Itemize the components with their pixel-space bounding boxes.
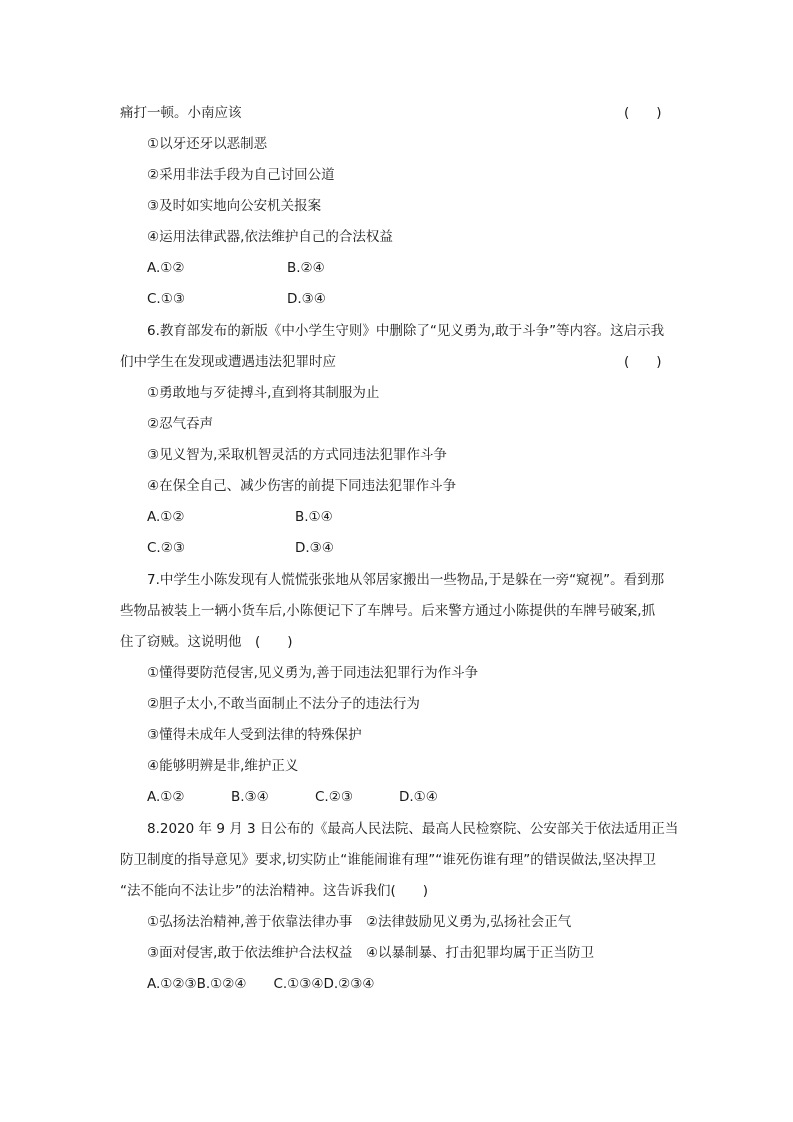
q8-options-row: A.①②③B.①②④ C.①③④D.②③④	[147, 976, 375, 992]
q7-stem-line-3: 住了窃贼。这说明他 ( )	[120, 634, 293, 650]
q6-option-b: B.①④	[295, 509, 333, 525]
q6-option-a: A.①②	[147, 509, 185, 525]
q5-answer-paren: ( )	[624, 105, 662, 121]
q6-item-2: ②忍气吞声	[147, 416, 214, 432]
q7-option-d: D.①④	[399, 789, 438, 805]
q6-option-d: D.③④	[295, 540, 334, 556]
q7-option-a: A.①②	[147, 789, 185, 805]
q8-items-row-1: ①弘扬法治精神,善于依靠法律办事 ②法律鼓励见义勇为,弘扬社会正气	[147, 914, 572, 930]
q5-stem-tail: 痛打一顿。小南应该	[120, 105, 242, 121]
q6-item-1: ①勇敢地与歹徒搏斗,直到将其制服为止	[147, 385, 380, 401]
q5-option-c: C.①③	[147, 291, 185, 307]
q8-items-row-2: ③面对侵害,敢于依法维护合法权益 ④以暴制暴、打击犯罪均属于正当防卫	[147, 945, 594, 961]
q5-item-4: ④运用法律武器,依法维护自己的合法权益	[147, 229, 393, 245]
q5-option-b: B.②④	[287, 260, 325, 276]
q5-option-d: D.③④	[287, 291, 326, 307]
q7-item-2: ②胆子太小,不敢当面制止不法分子的违法行为	[147, 696, 420, 712]
q7-stem-line-1: 7.中学生小陈发现有人慌慌张张地从邻居家搬出一些物品,于是躲在一旁“窥视”。看到那	[147, 572, 665, 588]
q7-item-4: ④能够明辨是非,维护正义	[147, 758, 299, 774]
q6-item-4: ④在保全自己、减少伤害的前提下同违法犯罪作斗争	[147, 478, 457, 494]
q7-option-b: B.③④	[231, 789, 269, 805]
q5-item-2: ②采用非法手段为自己讨回公道	[147, 167, 335, 183]
q8-stem-line-1: 8.2020 年 9 月 3 日公布的《最高人民法院、最高人民检察院、公安部关于依法适用正当	[147, 821, 679, 837]
q8-stem-line-3: “法不能向不法让步”的法治精神。这告诉我们( )	[120, 883, 429, 899]
q5-option-a: A.①②	[147, 260, 185, 276]
q7-item-3: ③懂得未成年人受到法律的特殊保护	[147, 727, 362, 743]
q7-option-c: C.②③	[315, 789, 353, 805]
q6-option-c: C.②③	[147, 540, 185, 556]
q8-stem-line-2: 防卫制度的指导意见》要求,切实防止“谁能闹谁有理”“谁死伤谁有理”的错误做法,坚决捍卫	[120, 852, 657, 868]
q5-item-3: ③及时如实地向公安机关报案	[147, 198, 322, 214]
q6-answer-paren: ( )	[624, 354, 662, 370]
q5-item-1: ①以牙还牙以恶制恶	[147, 136, 268, 152]
q6-stem-line-2: 们中学生在发现或遭遇违法犯罪时应	[120, 354, 336, 370]
q6-stem-line-1: 6.教育部发布的新版《中小学生守则》中删除了“见义勇为,敢于斗争”等内容。这启示我	[147, 323, 665, 339]
q6-item-3: ③见义智为,采取机智灵活的方式同违法犯罪作斗争	[147, 447, 447, 463]
q7-stem-line-2: 些物品被装上一辆小货车后,小陈便记下了车牌号。后来警方通过小陈提供的车牌号破案,抓	[120, 603, 656, 619]
q7-item-1: ①懂得要防范侵害,见义勇为,善于同违法犯罪行为作斗争	[147, 665, 479, 681]
